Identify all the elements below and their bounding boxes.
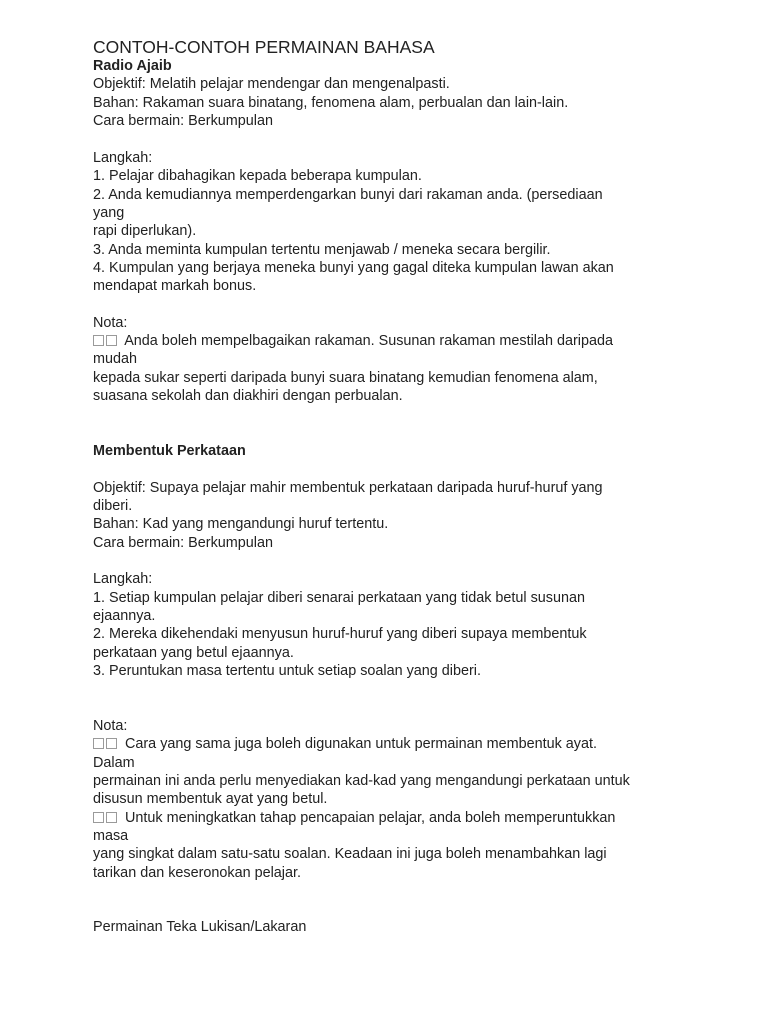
step-line: yang bbox=[93, 205, 125, 221]
section-mode: Cara bermain: Berkumpulan bbox=[93, 535, 273, 551]
step-line: ejaannya. bbox=[93, 608, 156, 624]
note-line: tarikan dan keseronokan pelajar. bbox=[93, 865, 302, 881]
step-line: 2. Anda kemudiannya memperdengarkan bunyi dari rakaman anda. (persediaan bbox=[93, 187, 603, 203]
section-heading-radio-ajaib: Radio Ajaib bbox=[93, 58, 172, 74]
note-line: masa bbox=[93, 828, 129, 844]
missing-glyph-icon bbox=[93, 809, 119, 827]
step-line: 4. Kumpulan yang berjaya meneka bunyi yang gagal diteka kumpulan lawan akan bbox=[93, 260, 614, 276]
section-objective: diberi. bbox=[93, 498, 133, 514]
note-label: Nota: bbox=[93, 718, 128, 734]
step-line: 3. Peruntukan masa tertentu untuk setiap soalan yang diberi. bbox=[93, 663, 481, 679]
document-title: CONTOH-CONTOH PERMAINAN BAHASA bbox=[93, 37, 435, 57]
step-line: 1. Pelajar dibahagikan kepada beberapa kumpulan. bbox=[93, 168, 422, 184]
missing-glyph-icon bbox=[93, 332, 119, 350]
note-line: Dalam bbox=[93, 755, 135, 771]
step-line: 1. Setiap kumpulan pelajar diberi senarai perkataan yang tidak betul susunan bbox=[93, 590, 586, 606]
note-text: Untuk meningkatkan tahap pencapaian pelajar, anda boleh memperuntukkan bbox=[121, 810, 616, 826]
section-mode: Cara bermain: Berkumpulan bbox=[93, 113, 273, 129]
note-text: Cara yang sama juga boleh digunakan untuk permainan membentuk ayat. bbox=[121, 736, 597, 752]
note-line: yang singkat dalam satu-satu soalan. Keadaan ini juga boleh menambahkan lagi bbox=[93, 846, 607, 862]
step-line: 2. Mereka dikehendaki menyusun huruf-huruf yang diberi supaya membentuk bbox=[93, 626, 587, 642]
section-objective: Objektif: Melatih pelajar mendengar dan mengenalpasti. bbox=[93, 76, 450, 92]
missing-glyph-icon bbox=[93, 735, 119, 753]
note-line: mudah bbox=[93, 351, 138, 367]
step-line: 3. Anda meminta kumpulan tertentu menjawab / meneka secara bergilir. bbox=[93, 242, 551, 258]
section-heading-membentuk-perkataan: Membentuk Perkataan bbox=[93, 443, 246, 459]
note-line bbox=[93, 809, 615, 827]
section-heading-teka-lukisan: Permainan Teka Lukisan/Lakaran bbox=[93, 919, 307, 935]
section-material: Bahan: Rakaman suara binatang, fenomena alam, perbualan dan lain-lain. bbox=[93, 95, 569, 111]
note-label: Nota: bbox=[93, 315, 128, 331]
note-line bbox=[93, 332, 613, 350]
note-line: kepada sukar seperti daripada bunyi suara binatang kemudian fenomena alam, bbox=[93, 370, 598, 386]
note-line: disusun membentuk ayat yang betul. bbox=[93, 791, 328, 807]
note-line bbox=[93, 735, 597, 753]
section-objective: Objektif: Supaya pelajar mahir membentuk perkataan daripada huruf-huruf yang bbox=[93, 480, 603, 496]
step-line: perkataan yang betul ejaannya. bbox=[93, 645, 294, 661]
step-line: mendapat markah bonus. bbox=[93, 278, 257, 294]
note-line: suasana sekolah dan diakhiri dengan perbualan. bbox=[93, 388, 403, 404]
steps-label: Langkah: bbox=[93, 571, 153, 587]
step-line: rapi diperlukan). bbox=[93, 223, 197, 239]
note-line: permainan ini anda perlu menyediakan kad-kad yang mengandungi perkataan untuk bbox=[93, 773, 630, 789]
section-material: Bahan: Kad yang mengandungi huruf tertentu. bbox=[93, 516, 389, 532]
note-text: Anda boleh mempelbagaikan rakaman. Susunan rakaman mestilah daripada bbox=[121, 333, 613, 349]
steps-label: Langkah: bbox=[93, 150, 153, 166]
